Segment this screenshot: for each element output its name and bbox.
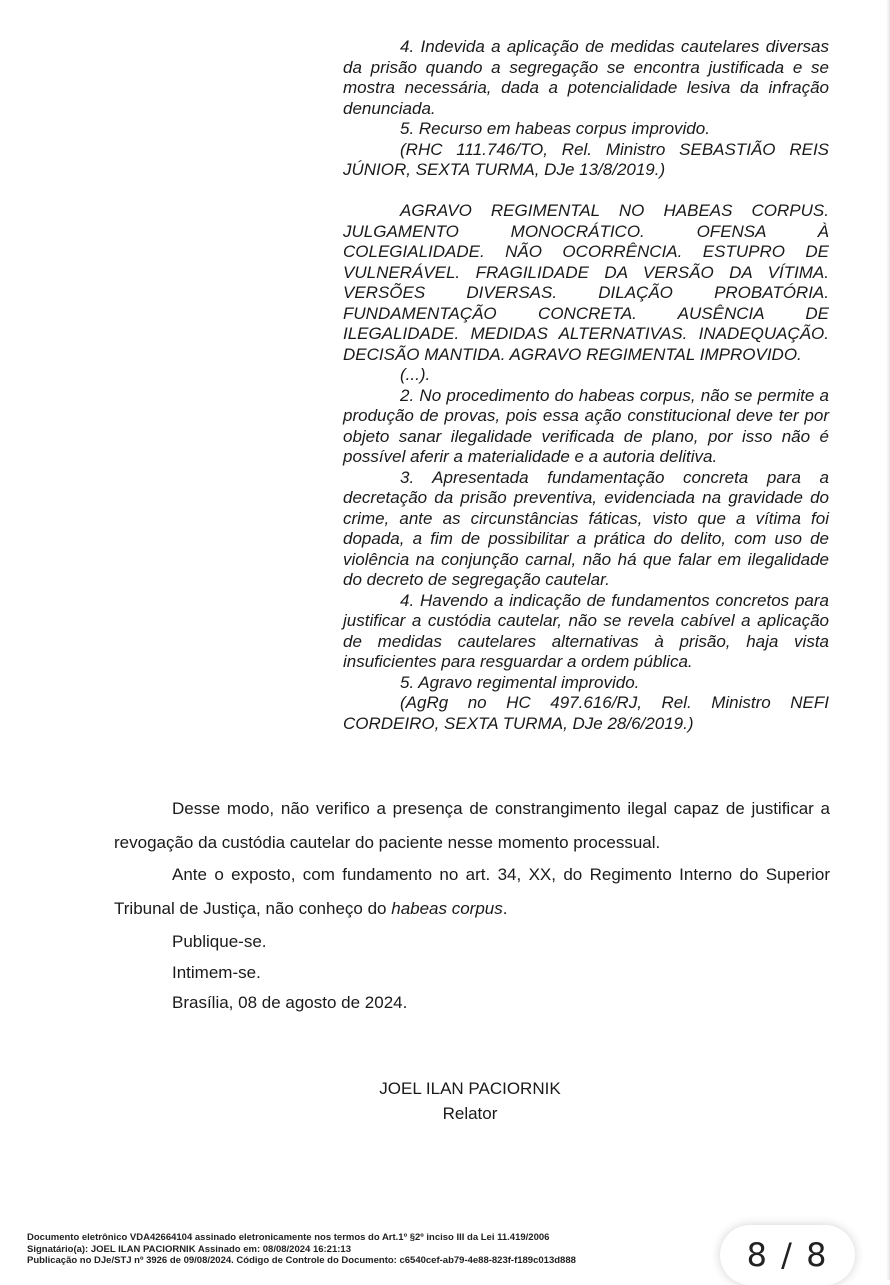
signer-name: JOEL ILAN PACIORNIK <box>379 1079 561 1098</box>
habeas-corpus-italic: habeas corpus <box>391 899 503 918</box>
quote-ellipsis: (...). <box>400 365 431 384</box>
quote-heading: AGRAVO REGIMENTAL NO HABEAS CORPUS. JULGAMENTO MONOCRÁTICO. OFENSA À COLEGIALIDADE. NÃO OCORRÊNCIA. ESTUPRO DE VULNERÁVEL. FRAGILIDADE DA VERSÃO DA VÍTIMA. VERSÕES DIVERSAS. DILAÇÃO PROBATÓRIA. FUNDAMENTAÇÃO CONCRETA. AUSÊNCIA DE ILEGALIDADE. MEDIDAS ALTERNATIVAS. INADEQUAÇÃO. DECISÃO MANTIDA. AGRAVO REGIMENTAL IMPROVIDO. <box>343 201 829 364</box>
signer-role: Relator <box>442 1104 498 1123</box>
body-paragraph-2: Ante o exposto, com fundamento no art. 34, XX, do Regimento Interno do Superior Tribunal de Justiça, não conheço do habeas corpus. <box>114 865 830 918</box>
quote-block-agrg <box>343 201 829 734</box>
page-indicator-label: 8 / 8 <box>746 1236 829 1274</box>
footer-line-signatory: Signatário(a): JOEL ILAN PACIORNIK Assinado em: 08/08/2024 16:21:13 <box>27 1243 351 1255</box>
quote-item: 5. Agravo regimental improvido. <box>400 672 640 692</box>
quote-block-rhc <box>343 37 829 181</box>
quote-item: 2. No procedimento do habeas corpus, não se permite a produção de provas, pois essa ação constitucional deve ter por objeto sanar ilegalidade verificada de plano, por isso não é possível aferir a materialidade e a autoria delitiva. <box>343 385 829 466</box>
date-line: Brasília, 08 de agosto de 2024. <box>172 993 408 1012</box>
intimem-se: Intimem-se. <box>172 963 261 982</box>
signature-block <box>300 1076 640 1126</box>
quote-citation: (RHC 111.746/TO, Rel. Ministro SEBASTIÃO REIS JÚNIOR, SEXTA TURMA, DJe 13/8/2019.) <box>343 139 829 179</box>
quote-item: 4. Havendo a indicação de fundamentos concretos para justificar a custódia cautelar, não se revela cabível a aplicação de medidas cautelares alternativas à prisão, haja vista insuficientes para resguardar a ordem pública. <box>343 590 829 671</box>
footer-line-publication: Publicação no DJe/STJ nº 3926 de 09/08/2024. Código de Controle do Documento: c6540cef-ab79-4e88-823f-f189c013d888 <box>27 1255 576 1266</box>
page-edge-shadow <box>886 0 890 1280</box>
quote-citation: (AgRg no HC 497.616/RJ, Rel. Ministro NEFI CORDEIRO, SEXTA TURMA, DJe 28/6/2019.) <box>343 693 829 733</box>
publique-se: Publique-se. <box>172 932 267 951</box>
quote-item: 3. Apresentada fundamentação concreta para a decretação da prisão preventiva, evidenciada na gravidade do crime, ante as circunstâncias fáticas, visto que a vítima foi dopada, a fim de possibilitar a prática do delito, com uso de violência na conjunção carnal, não há que falar em ilegalidade do decreto de segregação cautelar. <box>343 467 829 589</box>
footer-line-document: Documento eletrônico VDA42664104 assinado eletronicamente nos termos do Art.1º §2º inciso III da Lei 11.419/2006 <box>27 1232 550 1243</box>
quote-item: 5. Recurso em habeas corpus improvido. <box>400 119 710 138</box>
page-indicator[interactable] <box>720 1225 855 1285</box>
body-paragraph-1: Desse modo, não verifico a presença de constrangimento ilegal capaz de justificar a revogação da custódia cautelar do paciente nesse momento processual. <box>114 799 830 852</box>
quote-item: 4. Indevida a aplicação de medidas cautelares diversas da prisão quando a segregação se encontra justificada e se mostra necessária, dada a potencialidade lesiva da infração denunciada. <box>343 37 829 118</box>
electronic-signature-footer <box>27 1232 576 1267</box>
